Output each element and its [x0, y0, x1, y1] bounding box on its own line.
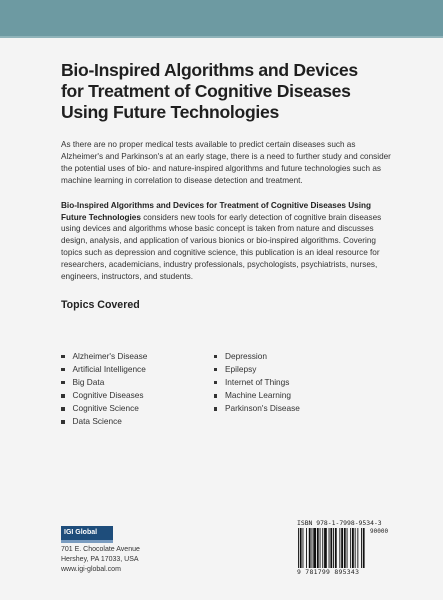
publisher-website: www.igi-global.com	[61, 566, 121, 573]
topic-label: Big Data	[72, 377, 105, 388]
list-item	[61, 376, 209, 389]
list-item	[61, 363, 209, 376]
bullet-icon	[214, 407, 218, 411]
top-band-divider	[0, 36, 443, 38]
list-item	[61, 402, 209, 415]
bullet-icon	[61, 407, 65, 411]
barcode-icon	[297, 528, 392, 568]
bullet-icon	[61, 381, 65, 385]
list-item	[61, 350, 209, 363]
topic-label: Cognitive Science	[72, 403, 139, 414]
title-line: for Treatment of Cognitive Diseases	[61, 81, 351, 101]
bullet-icon	[61, 355, 65, 359]
list-item	[214, 350, 362, 363]
bullet-icon	[214, 381, 218, 385]
address-line: Hershey, PA 17033, USA	[61, 556, 139, 563]
bullet-icon	[214, 355, 218, 359]
topic-label: Depression	[225, 351, 267, 361]
list-item	[61, 415, 209, 428]
list-item	[61, 389, 209, 402]
topics-column-1	[61, 350, 209, 429]
publisher-logo: IGI Global	[61, 526, 113, 540]
bullet-icon	[61, 420, 65, 424]
price-code: 90000	[370, 528, 389, 535]
bullet-icon	[61, 394, 65, 398]
list-item	[214, 376, 362, 389]
isbn-label: ISBN 978-1-7998-9534-3	[297, 519, 382, 527]
bullet-icon	[214, 394, 218, 398]
back-cover-content	[61, 60, 391, 311]
topic-label: Epilepsy	[225, 364, 257, 375]
topic-label: Data Science	[72, 416, 122, 427]
topic-label: Artificial Intelligence	[72, 364, 146, 375]
address-line: 701 E. Chocolate Avenue	[61, 546, 140, 553]
topic-label: Cognitive Diseases	[72, 390, 144, 401]
list-item	[214, 402, 362, 415]
paragraph-2-text: considers new tools for early detection of cognitive brain diseases using devices and algorithms whose basic concept is taken from nature and discusses design, analysis, and application of various bionics or bio-inspired algorithms. Covering topics such as depression and cognitive science, this publication is an ideal resource for researchers, academicians, industry professionals, psychologists, psychiatrists, nurses, engineers, instructors, and students.	[61, 212, 382, 282]
publisher-address	[61, 545, 140, 575]
bullet-icon	[214, 368, 218, 372]
description-paragraph-2	[61, 200, 391, 283]
description-paragraph-1: As there are no proper medical tests available to predict certain diseases such as Alzheimer's and Parkinson's at an early stage, there is a need to further study and consider the potential uses of bio- and nature-inspired algorithms and future technologies such as machine learning in correlation to disease detection and treatment.	[61, 140, 391, 185]
bullet-icon	[61, 368, 65, 372]
ean-number: 9 781799 895343	[297, 568, 360, 576]
topic-label: Machine Learning	[225, 390, 291, 401]
topic-label: Internet of Things	[225, 377, 290, 388]
topics-heading: Topics Covered	[61, 298, 140, 311]
topics-column-2	[214, 350, 362, 429]
publisher-logo-strip	[61, 540, 113, 543]
topic-label: Alzheimer's Disease	[72, 351, 148, 361]
list-item	[214, 363, 362, 376]
list-item	[214, 389, 362, 402]
top-color-band	[0, 0, 443, 36]
book-title	[61, 60, 391, 123]
title-line: Using Future Technologies	[61, 102, 279, 122]
topic-label: Parkinson's Disease	[225, 403, 300, 414]
topics-list	[61, 350, 361, 429]
title-line: Bio-Inspired Algorithms and Devices	[61, 60, 358, 80]
book-title-inline: Bio-Inspired Algorithms and Devices for Treatment of Cognitive Diseases Using Future Technologies	[61, 200, 371, 222]
